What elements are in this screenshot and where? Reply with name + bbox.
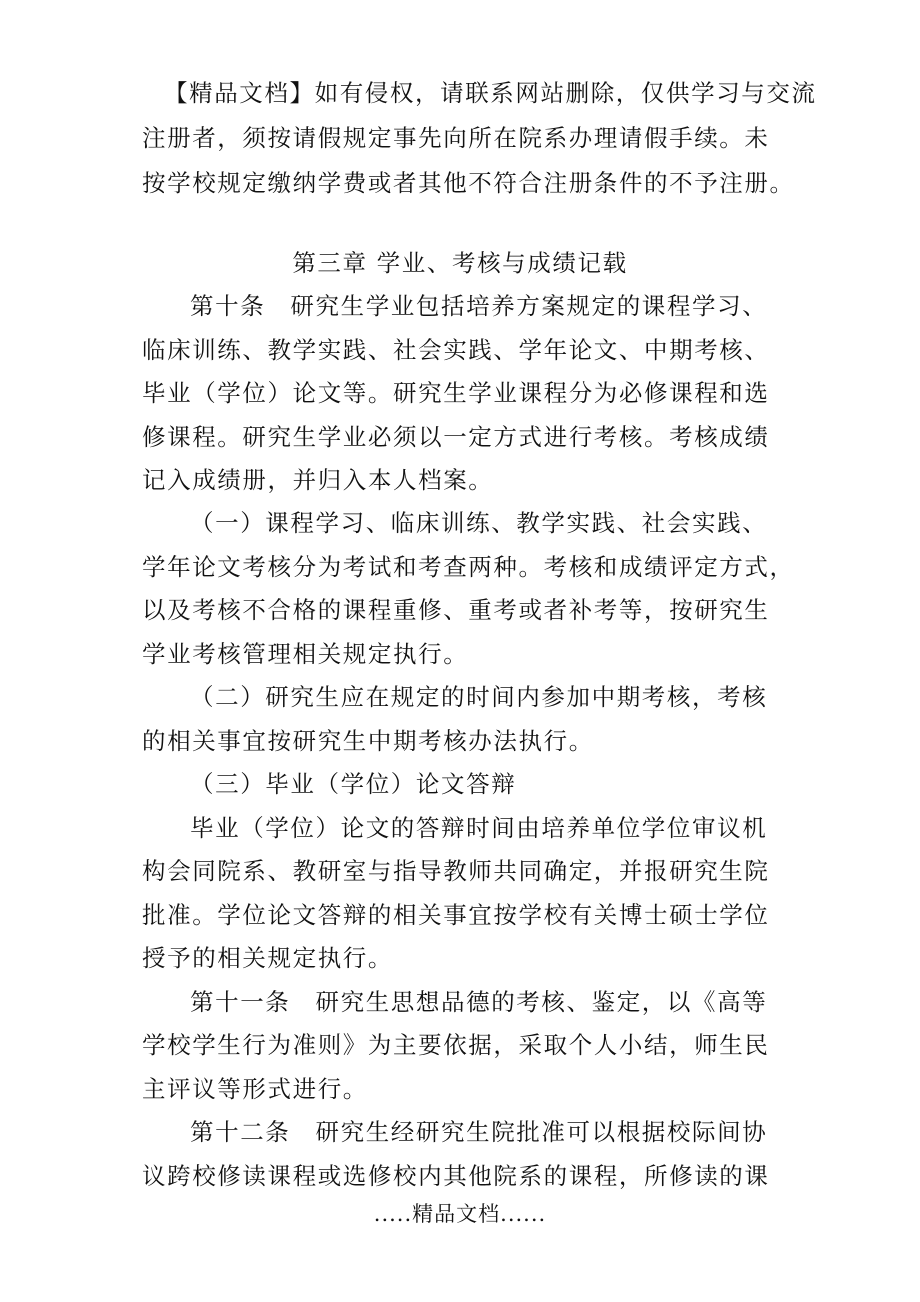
article-10-line: 第十条 研究生学业包括培养方案规定的课程学习、 xyxy=(190,292,768,320)
item-2-line: 的相关事宜按研究生中期考核办法执行。 xyxy=(142,727,594,755)
item-3-body-line: 毕业（学位）论文的答辩时间由培养单位学位审议机 xyxy=(190,814,768,842)
footer-text: .....精品文档...... xyxy=(373,1202,547,1226)
article-10-line: 修课程。研究生学业必须以一定方式进行考核。考核成绩 xyxy=(142,423,770,451)
article-10-line: 毕业（学位）论文等。研究生学业课程分为必修课程和选 xyxy=(142,379,770,407)
item-3-body-line: 构会同院系、教研室与指导教师共同确定，并报研究生院 xyxy=(142,857,770,885)
article-12-line: 第十二条 研究生经研究生院批准可以根据校际间协 xyxy=(190,1118,768,1146)
item-1-line: 学业考核管理相关规定执行。 xyxy=(142,640,469,668)
article-12-line: 议跨校修读课程或选修校内其他院系的课程，所修读的课 xyxy=(142,1162,770,1190)
article-11-line: 学校学生行为准则》为主要依据，采取个人小结，师生民 xyxy=(142,1031,770,1059)
item-1-line: 以及考核不合格的课程重修、重考或者补考等，按研究生 xyxy=(142,596,770,624)
article-11-line: 主评议等形式进行。 xyxy=(142,1075,368,1103)
item-1-line: （一）课程学习、临床训练、教学实践、社会实践、 xyxy=(190,509,768,537)
article-10-line: 记入成绩册，并归入本人档案。 xyxy=(142,466,494,494)
intro-line: 注册者，须按请假规定事先向所在院系办理请假手续。未 xyxy=(142,124,770,152)
intro-line: 按学校规定缴纳学费或者其他不符合注册条件的不予注册。 xyxy=(142,169,795,197)
item-1-line: 学年论文考核分为考试和考查两种。考核和成绩评定方式， xyxy=(142,553,795,581)
chapter-title: 第三章 学业、考核与成绩记载 xyxy=(292,249,628,277)
item-2-line: （二）研究生应在规定的时间内参加中期考核，考核 xyxy=(190,683,768,711)
item-3-body-line: 批准。学位论文答辩的相关事宜按学校有关博士硕士学位 xyxy=(142,901,770,929)
article-11-line: 第十一条 研究生思想品德的考核、鉴定，以《高等 xyxy=(190,988,768,1016)
item-3-heading: （三）毕业（学位）论文答辩 xyxy=(190,770,517,798)
header-notice: 【精品文档】如有侵权，请联系网站删除，仅供学习与交流 xyxy=(164,79,817,107)
item-3-body-line: 授予的相关规定执行。 xyxy=(142,944,393,972)
article-10-line: 临床训练、教学实践、社会实践、学年论文、中期考核、 xyxy=(142,336,770,364)
